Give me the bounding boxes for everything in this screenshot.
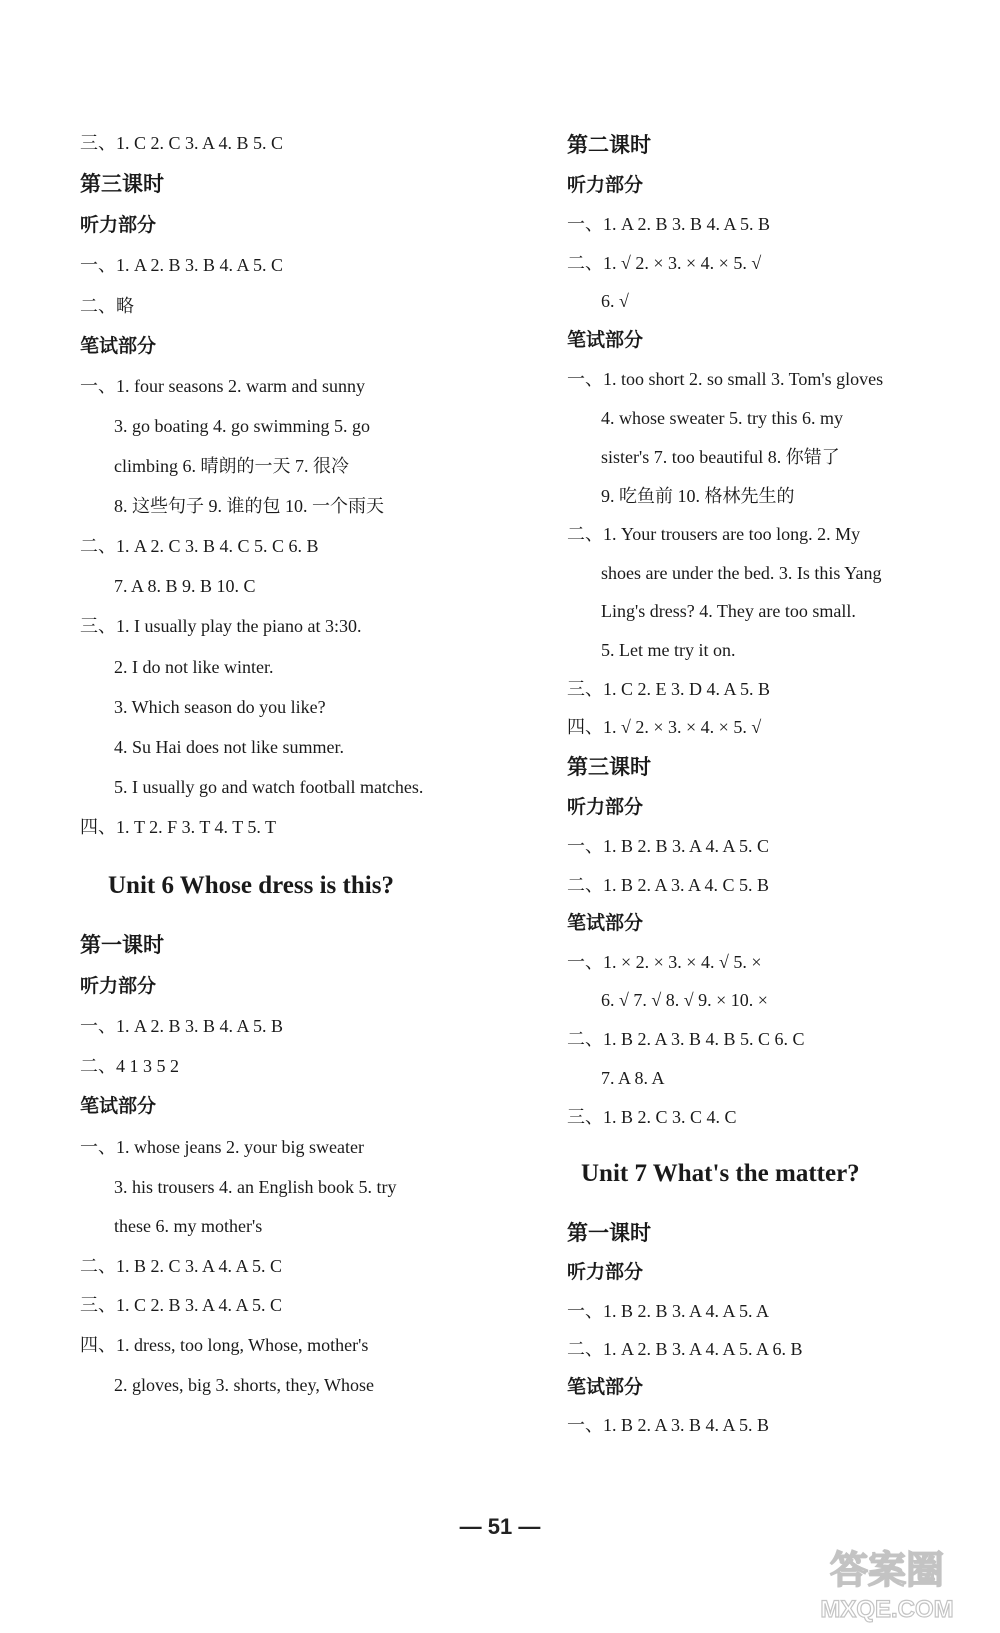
answer-line: 一、1. B 2. B 3. A 4. A 5. C	[567, 836, 770, 856]
answer-line: 6. √ 7. √ 8. √ 9. × 10. ×	[601, 990, 768, 1010]
answer-line: these 6. my mother's	[114, 1216, 263, 1236]
answer-line: sister's 7. too beautiful 8. 你错了	[601, 447, 840, 467]
answer-line: 2. I do not like winter.	[114, 657, 274, 677]
unit-title: Unit 6 Whose dress is this?	[108, 872, 394, 899]
answer-line: 三、1. B 2. C 3. C 4. C	[567, 1107, 737, 1127]
answer-line: Ling's dress? 4. They are too small.	[601, 601, 856, 621]
answer-line: 二、1. B 2. A 3. A 4. C 5. B	[567, 875, 770, 895]
section-heading: 听力部分	[567, 796, 644, 818]
answer-line: 二、4 1 3 5 2	[80, 1056, 179, 1076]
answer-line: 二、1. B 2. C 3. A 4. A 5. C	[80, 1256, 283, 1276]
answer-line: 四、1. √ 2. × 3. × 4. × 5. √	[567, 717, 762, 737]
answer-line: 二、1. B 2. A 3. B 4. B 5. C 6. C	[567, 1029, 805, 1049]
answer-line: 一、1. too short 2. so small 3. Tom's gloves	[567, 369, 884, 389]
site-watermark-logo	[792, 1537, 982, 1627]
watermark-url-text: MXQE.COM	[820, 1596, 954, 1623]
answer-line: 一、1. B 2. A 3. B 4. A 5. B	[567, 1415, 770, 1435]
section-heading: 笔试部分	[80, 335, 157, 357]
unit-title: Unit 7 What's the matter?	[581, 1160, 860, 1187]
answer-line: 四、1. dress, too long, Whose, mother's	[80, 1335, 369, 1355]
section-heading: 笔试部分	[567, 329, 644, 351]
answer-line: 二、1. A 2. B 3. A 4. A 5. A 6. B	[567, 1339, 803, 1359]
answer-line: 3. his trousers 4. an English book 5. try	[114, 1177, 397, 1197]
section-heading: 听力部分	[567, 174, 644, 196]
lesson-heading: 第三课时	[567, 755, 651, 779]
lesson-heading: 第一课时	[567, 1221, 651, 1245]
answer-line: 7. A 8. B 9. B 10. C	[114, 576, 256, 596]
answer-line: 一、1. × 2. × 3. × 4. √ 5. ×	[567, 952, 762, 972]
answer-line: 四、1. T 2. F 3. T 4. T 5. T	[80, 817, 277, 837]
answer-line: 二、1. Your trousers are too long. 2. My	[567, 524, 861, 544]
section-heading: 笔试部分	[80, 1095, 157, 1117]
answer-line: 二、1. A 2. C 3. B 4. C 5. C 6. B	[80, 536, 319, 556]
answer-line: 一、1. whose jeans 2. your big sweater	[80, 1137, 364, 1157]
answer-line: 三、1. C 2. B 3. A 4. A 5. C	[80, 1295, 283, 1315]
answer-line: 2. gloves, big 3. shorts, they, Whose	[114, 1375, 374, 1395]
answer-line: climbing 6. 晴朗的一天 7. 很冷	[114, 456, 349, 476]
answer-line: 一、1. A 2. B 3. B 4. A 5. B	[80, 1016, 284, 1036]
answer-line: 一、1. four seasons 2. warm and sunny	[80, 376, 365, 396]
section-heading: 听力部分	[567, 1261, 644, 1283]
answer-line: 一、1. A 2. B 3. B 4. A 5. C	[80, 255, 284, 275]
section-heading: 听力部分	[80, 214, 157, 236]
answer-line: 4. whose sweater 5. try this 6. my	[601, 408, 843, 428]
section-heading: 笔试部分	[567, 1376, 644, 1398]
answer-line: 一、1. A 2. B 3. B 4. A 5. B	[567, 214, 771, 234]
lesson-heading: 第三课时	[80, 172, 164, 196]
answer-line: shoes are under the bed. 3. Is this Yang	[601, 563, 882, 583]
answer-line: 5. Let me try it on.	[601, 640, 736, 660]
answer-line: 三、1. I usually play the piano at 3:30.	[80, 616, 362, 636]
answer-line: 3. Which season do you like?	[114, 697, 326, 717]
answer-line: 4. Su Hai does not like summer.	[114, 737, 344, 757]
lesson-heading: 第二课时	[567, 133, 651, 157]
answer-line: 8. 这些句子 9. 谁的包 10. 一个雨天	[114, 496, 384, 516]
answer-line: 5. I usually go and watch football matches.	[114, 777, 424, 797]
answer-line: 6. √	[601, 291, 629, 311]
answer-line: 9. 吃鱼前 10. 格林先生的	[601, 486, 795, 506]
watermark-logo-text: 答案圈	[829, 1548, 945, 1592]
section-heading: 听力部分	[80, 975, 157, 997]
section-heading: 笔试部分	[567, 912, 644, 934]
answer-line: 7. A 8. A	[601, 1068, 665, 1088]
lesson-heading: 第一课时	[80, 933, 164, 957]
page-number: — 51 —	[459, 1514, 541, 1539]
answer-line: 二、1. √ 2. × 3. × 4. × 5. √	[567, 253, 762, 273]
answer-line: 一、1. B 2. B 3. A 4. A 5. A	[567, 1301, 770, 1321]
answer-line: 三、1. C 2. E 3. D 4. A 5. B	[567, 679, 771, 699]
answer-line: 二、略	[80, 296, 134, 316]
answer-line: 3. go boating 4. go swimming 5. go	[114, 416, 370, 436]
answer-line: 三、1. C 2. C 3. A 4. B 5. C	[80, 133, 284, 153]
